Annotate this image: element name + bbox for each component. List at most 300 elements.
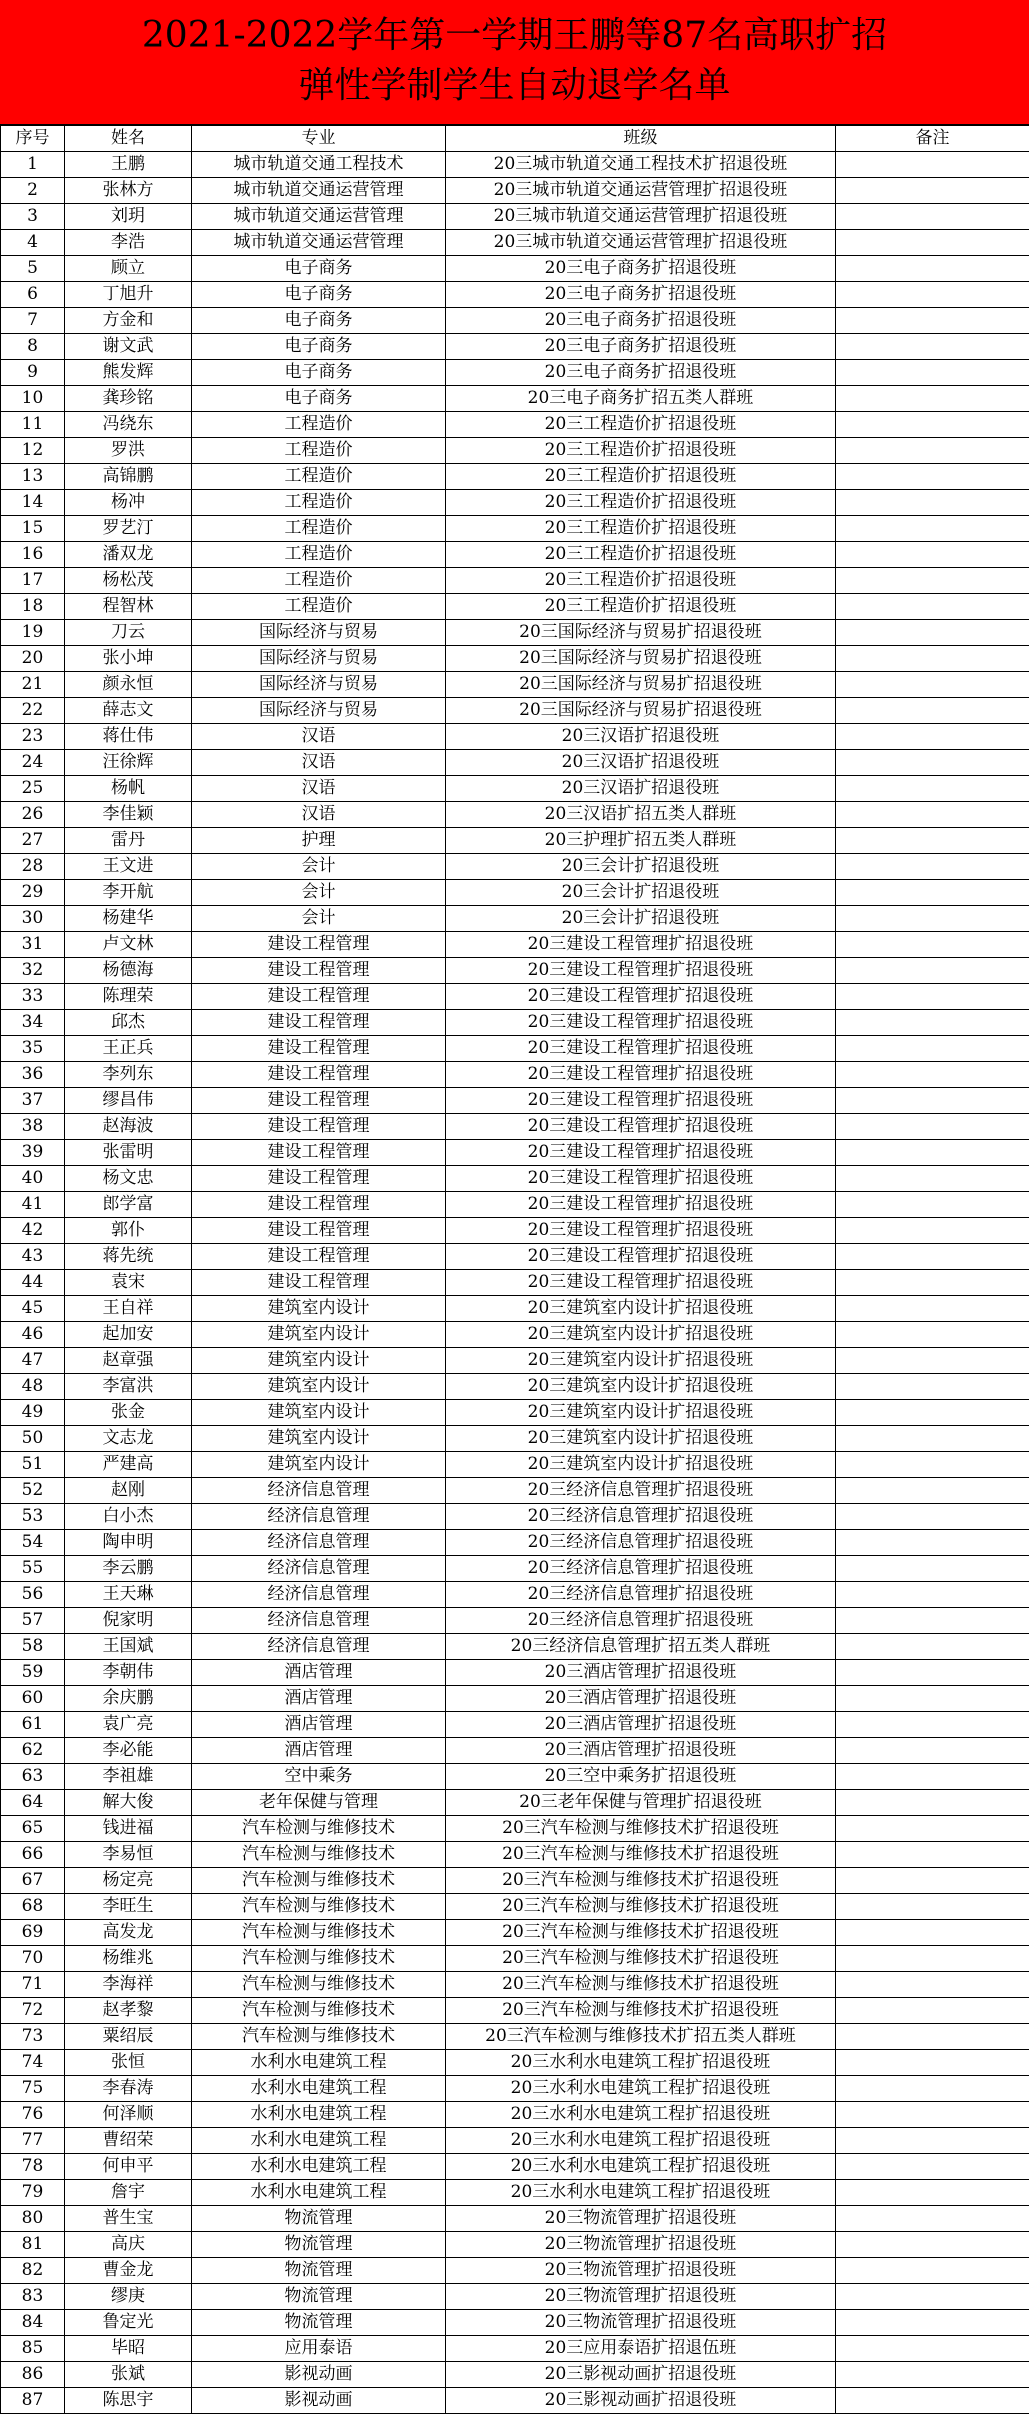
cell-index: 74	[1, 2050, 65, 2076]
table-row	[1, 1634, 1029, 1660]
cell-major: 电子商务	[192, 308, 446, 334]
cell-class: 20三经济信息管理扩招退役班	[446, 1478, 836, 1504]
cell-index: 20	[1, 646, 65, 672]
header-row	[1, 126, 1029, 152]
cell-index: 87	[1, 2388, 65, 2414]
cell-note	[836, 932, 1029, 958]
cell-note	[836, 724, 1029, 750]
cell-class: 20三经济信息管理扩招退役班	[446, 1582, 836, 1608]
cell-note	[836, 2362, 1029, 2388]
cell-class: 20三建设工程管理扩招退役班	[446, 1062, 836, 1088]
table-row	[1, 1738, 1029, 1764]
cell-major: 经济信息管理	[192, 1608, 446, 1634]
cell-index: 46	[1, 1322, 65, 1348]
table-row	[1, 1452, 1029, 1478]
cell-major: 汽车检测与维修技术	[192, 1894, 446, 1920]
cell-name: 王正兵	[65, 1036, 192, 1062]
cell-note	[836, 880, 1029, 906]
cell-name: 王天琳	[65, 1582, 192, 1608]
cell-name: 解大俊	[65, 1790, 192, 1816]
cell-class: 20三国际经济与贸易扩招退役班	[446, 620, 836, 646]
cell-name: 赵刚	[65, 1478, 192, 1504]
table-row	[1, 594, 1029, 620]
table-row	[1, 2102, 1029, 2128]
table-row	[1, 256, 1029, 282]
cell-major: 经济信息管理	[192, 1504, 446, 1530]
cell-index: 65	[1, 1816, 65, 1842]
cell-name: 李春涛	[65, 2076, 192, 2102]
cell-index: 50	[1, 1426, 65, 1452]
cell-major: 建筑室内设计	[192, 1374, 446, 1400]
cell-major: 电子商务	[192, 386, 446, 412]
cell-class: 20三汉语扩招退役班	[446, 724, 836, 750]
cell-index: 32	[1, 958, 65, 984]
cell-major: 经济信息管理	[192, 1478, 446, 1504]
table-row	[1, 1998, 1029, 2024]
cell-class: 20三建筑室内设计扩招退役班	[446, 1452, 836, 1478]
cell-major: 城市轨道交通工程技术	[192, 152, 446, 178]
cell-name: 严建高	[65, 1452, 192, 1478]
cell-note	[836, 1894, 1029, 1920]
cell-name: 普生宝	[65, 2206, 192, 2232]
cell-class: 20三水利水电建筑工程扩招退役班	[446, 2180, 836, 2206]
cell-name: 曹金龙	[65, 2258, 192, 2284]
table-row	[1, 1504, 1029, 1530]
cell-major: 工程造价	[192, 542, 446, 568]
cell-index: 72	[1, 1998, 65, 2024]
cell-note	[836, 2336, 1029, 2362]
cell-major: 会计	[192, 906, 446, 932]
cell-index: 81	[1, 2232, 65, 2258]
cell-name: 方金和	[65, 308, 192, 334]
cell-note	[836, 256, 1029, 282]
cell-note	[836, 1348, 1029, 1374]
cell-name: 丁旭升	[65, 282, 192, 308]
cell-note	[836, 1660, 1029, 1686]
cell-major: 应用泰语	[192, 2336, 446, 2362]
cell-note	[836, 2258, 1029, 2284]
table-row	[1, 1764, 1029, 1790]
cell-index: 5	[1, 256, 65, 282]
cell-class: 20三经济信息管理扩招退役班	[446, 1608, 836, 1634]
table-row	[1, 1348, 1029, 1374]
cell-name: 李浩	[65, 230, 192, 256]
cell-name: 罗艺汀	[65, 516, 192, 542]
cell-class: 20三建设工程管理扩招退役班	[446, 1010, 836, 1036]
cell-name: 李云鹏	[65, 1556, 192, 1582]
cell-name: 李海祥	[65, 1972, 192, 1998]
cell-major: 酒店管理	[192, 1738, 446, 1764]
table-row	[1, 698, 1029, 724]
cell-name: 张小坤	[65, 646, 192, 672]
table-row	[1, 1010, 1029, 1036]
cell-major: 建筑室内设计	[192, 1322, 446, 1348]
table-row	[1, 620, 1029, 646]
cell-class: 20三汉语扩招退役班	[446, 776, 836, 802]
cell-note	[836, 1088, 1029, 1114]
table-row	[1, 1426, 1029, 1452]
cell-name: 卢文林	[65, 932, 192, 958]
table-row	[1, 1530, 1029, 1556]
table-row	[1, 2154, 1029, 2180]
cell-major: 汽车检测与维修技术	[192, 1842, 446, 1868]
cell-class: 20三水利水电建筑工程扩招退役班	[446, 2050, 836, 2076]
cell-note	[836, 1322, 1029, 1348]
cell-index: 17	[1, 568, 65, 594]
cell-note	[836, 620, 1029, 646]
cell-index: 75	[1, 2076, 65, 2102]
cell-index: 33	[1, 984, 65, 1010]
cell-major: 电子商务	[192, 334, 446, 360]
table-row	[1, 2076, 1029, 2102]
cell-index: 2	[1, 178, 65, 204]
cell-note	[836, 1790, 1029, 1816]
cell-note	[836, 2050, 1029, 2076]
table-row	[1, 1322, 1029, 1348]
cell-name: 起加安	[65, 1322, 192, 1348]
cell-note	[836, 2388, 1029, 2414]
cell-class: 20三汉语扩招五类人群班	[446, 802, 836, 828]
table-row	[1, 828, 1029, 854]
cell-index: 7	[1, 308, 65, 334]
cell-name: 张斌	[65, 2362, 192, 2388]
cell-note	[836, 178, 1029, 204]
cell-note	[836, 1972, 1029, 1998]
cell-name: 杨冲	[65, 490, 192, 516]
cell-major: 酒店管理	[192, 1660, 446, 1686]
cell-note	[836, 1920, 1029, 1946]
cell-name: 杨文忠	[65, 1166, 192, 1192]
table-row	[1, 230, 1029, 256]
cell-index: 67	[1, 1868, 65, 1894]
cell-name: 陶申明	[65, 1530, 192, 1556]
cell-name: 李富洪	[65, 1374, 192, 1400]
cell-major: 建设工程管理	[192, 1244, 446, 1270]
cell-class: 20三工程造价扩招退役班	[446, 464, 836, 490]
cell-major: 经济信息管理	[192, 1634, 446, 1660]
cell-major: 城市轨道交通运营管理	[192, 178, 446, 204]
title-line-2: 弹性学制学生自动退学名单	[298, 65, 731, 106]
cell-name: 李佳颖	[65, 802, 192, 828]
cell-name: 杨建华	[65, 906, 192, 932]
cell-note	[836, 1400, 1029, 1426]
cell-note	[836, 334, 1029, 360]
cell-name: 李祖雄	[65, 1764, 192, 1790]
cell-note	[836, 2128, 1029, 2154]
cell-class: 20三国际经济与贸易扩招退役班	[446, 672, 836, 698]
table-row	[1, 1868, 1029, 1894]
cell-major: 影视动画	[192, 2388, 446, 2414]
table-row	[1, 1374, 1029, 1400]
cell-note	[836, 1140, 1029, 1166]
cell-class: 20三会计扩招退役班	[446, 854, 836, 880]
cell-index: 19	[1, 620, 65, 646]
cell-class: 20三汽车检测与维修技术扩招退役班	[446, 1946, 836, 1972]
cell-note	[836, 2024, 1029, 2050]
table-row	[1, 1296, 1029, 1322]
cell-index: 26	[1, 802, 65, 828]
table-row	[1, 2024, 1029, 2050]
cell-index: 54	[1, 1530, 65, 1556]
table-row	[1, 802, 1029, 828]
cell-index: 28	[1, 854, 65, 880]
cell-name: 赵孝黎	[65, 1998, 192, 2024]
table-row	[1, 2180, 1029, 2206]
cell-index: 11	[1, 412, 65, 438]
cell-major: 护理	[192, 828, 446, 854]
cell-class: 20三建设工程管理扩招退役班	[446, 1140, 836, 1166]
cell-index: 36	[1, 1062, 65, 1088]
cell-major: 汽车检测与维修技术	[192, 1972, 446, 1998]
cell-major: 建设工程管理	[192, 1062, 446, 1088]
table-row	[1, 542, 1029, 568]
cell-major: 建筑室内设计	[192, 1426, 446, 1452]
cell-name: 曹绍荣	[65, 2128, 192, 2154]
cell-class: 20三建设工程管理扩招退役班	[446, 1088, 836, 1114]
cell-class: 20三影视动画扩招退役班	[446, 2388, 836, 2414]
table-row	[1, 1088, 1029, 1114]
table-row	[1, 750, 1029, 776]
cell-class: 20三老年保健与管理扩招退役班	[446, 1790, 836, 1816]
cell-note	[836, 1244, 1029, 1270]
table-row	[1, 2336, 1029, 2362]
cell-note	[836, 1946, 1029, 1972]
table-row	[1, 1816, 1029, 1842]
table-row	[1, 672, 1029, 698]
cell-name: 何泽顺	[65, 2102, 192, 2128]
withdrawal-list-table	[0, 125, 1029, 2414]
table-row	[1, 1114, 1029, 1140]
table-row	[1, 1166, 1029, 1192]
cell-index: 85	[1, 2336, 65, 2362]
cell-major: 水利水电建筑工程	[192, 2154, 446, 2180]
cell-index: 27	[1, 828, 65, 854]
cell-major: 汽车检测与维修技术	[192, 1920, 446, 1946]
cell-major: 国际经济与贸易	[192, 698, 446, 724]
cell-class: 20三电子商务扩招退役班	[446, 256, 836, 282]
cell-class: 20三经济信息管理扩招退役班	[446, 1504, 836, 1530]
table-row	[1, 464, 1029, 490]
cell-note	[836, 984, 1029, 1010]
cell-index: 76	[1, 2102, 65, 2128]
table-row	[1, 1972, 1029, 1998]
cell-note	[836, 1010, 1029, 1036]
cell-index: 73	[1, 2024, 65, 2050]
cell-index: 38	[1, 1114, 65, 1140]
header-name: 姓名	[65, 126, 192, 152]
cell-class: 20三建设工程管理扩招退役班	[446, 984, 836, 1010]
cell-index: 10	[1, 386, 65, 412]
cell-major: 物流管理	[192, 2258, 446, 2284]
cell-note	[836, 1634, 1029, 1660]
cell-name: 粟绍辰	[65, 2024, 192, 2050]
table-row	[1, 2206, 1029, 2232]
cell-name: 蒋先统	[65, 1244, 192, 1270]
cell-index: 66	[1, 1842, 65, 1868]
cell-class: 20三电子商务扩招退役班	[446, 282, 836, 308]
cell-index: 80	[1, 2206, 65, 2232]
cell-index: 8	[1, 334, 65, 360]
cell-name: 李旺生	[65, 1894, 192, 1920]
cell-major: 建设工程管理	[192, 1192, 446, 1218]
table-row	[1, 516, 1029, 542]
cell-note	[836, 2284, 1029, 2310]
table-row	[1, 854, 1029, 880]
cell-name: 刘玥	[65, 204, 192, 230]
cell-note	[836, 1764, 1029, 1790]
cell-name: 谢文武	[65, 334, 192, 360]
cell-major: 汉语	[192, 776, 446, 802]
cell-class: 20三护理扩招五类人群班	[446, 828, 836, 854]
cell-class: 20三电子商务扩招退役班	[446, 360, 836, 386]
cell-class: 20三建设工程管理扩招退役班	[446, 1218, 836, 1244]
cell-index: 83	[1, 2284, 65, 2310]
table-row	[1, 1270, 1029, 1296]
cell-note	[836, 776, 1029, 802]
cell-class: 20三水利水电建筑工程扩招退役班	[446, 2154, 836, 2180]
cell-name: 鲁定光	[65, 2310, 192, 2336]
cell-index: 37	[1, 1088, 65, 1114]
cell-name: 缪昌伟	[65, 1088, 192, 1114]
cell-note	[836, 516, 1029, 542]
table-row	[1, 1192, 1029, 1218]
cell-major: 酒店管理	[192, 1712, 446, 1738]
table-row	[1, 1712, 1029, 1738]
cell-name: 李易恒	[65, 1842, 192, 1868]
table-row	[1, 152, 1029, 178]
cell-index: 78	[1, 2154, 65, 2180]
cell-index: 42	[1, 1218, 65, 1244]
cell-note	[836, 1556, 1029, 1582]
cell-major: 建设工程管理	[192, 1088, 446, 1114]
cell-name: 顾立	[65, 256, 192, 282]
cell-class: 20三空中乘务扩招退役班	[446, 1764, 836, 1790]
cell-name: 冯绕东	[65, 412, 192, 438]
cell-class: 20三城市轨道交通运营管理扩招退役班	[446, 178, 836, 204]
cell-class: 20三建设工程管理扩招退役班	[446, 1244, 836, 1270]
cell-class: 20三汽车检测与维修技术扩招退役班	[446, 1998, 836, 2024]
table-row	[1, 984, 1029, 1010]
cell-class: 20三电子商务扩招退役班	[446, 308, 836, 334]
cell-class: 20三经济信息管理扩招退役班	[446, 1530, 836, 1556]
cell-major: 建筑室内设计	[192, 1348, 446, 1374]
cell-major: 汉语	[192, 724, 446, 750]
cell-major: 酒店管理	[192, 1686, 446, 1712]
table-row	[1, 906, 1029, 932]
table-row	[1, 2128, 1029, 2154]
cell-major: 工程造价	[192, 594, 446, 620]
cell-major: 建设工程管理	[192, 1270, 446, 1296]
cell-class: 20三汉语扩招退役班	[446, 750, 836, 776]
cell-name: 杨松茂	[65, 568, 192, 594]
cell-major: 建设工程管理	[192, 1036, 446, 1062]
cell-name: 程智林	[65, 594, 192, 620]
cell-index: 16	[1, 542, 65, 568]
cell-class: 20三建设工程管理扩招退役班	[446, 1166, 836, 1192]
cell-name: 高发龙	[65, 1920, 192, 1946]
cell-note	[836, 828, 1029, 854]
cell-name: 薛志文	[65, 698, 192, 724]
cell-index: 64	[1, 1790, 65, 1816]
cell-index: 48	[1, 1374, 65, 1400]
cell-index: 18	[1, 594, 65, 620]
cell-index: 68	[1, 1894, 65, 1920]
cell-name: 钱进福	[65, 1816, 192, 1842]
cell-note	[836, 594, 1029, 620]
cell-class: 20三建筑室内设计扩招退役班	[446, 1296, 836, 1322]
cell-class: 20三电子商务扩招五类人群班	[446, 386, 836, 412]
cell-class: 20三水利水电建筑工程扩招退役班	[446, 2076, 836, 2102]
cell-note	[836, 1452, 1029, 1478]
table-row	[1, 1062, 1029, 1088]
table-row	[1, 932, 1029, 958]
cell-class: 20三汽车检测与维修技术扩招退役班	[446, 1972, 836, 1998]
cell-name: 张恒	[65, 2050, 192, 2076]
header-major: 专业	[192, 126, 446, 152]
cell-major: 经济信息管理	[192, 1556, 446, 1582]
table-row	[1, 1478, 1029, 1504]
cell-major: 建设工程管理	[192, 958, 446, 984]
table-row	[1, 360, 1029, 386]
cell-class: 20三电子商务扩招退役班	[446, 334, 836, 360]
cell-class: 20三汽车检测与维修技术扩招退役班	[446, 1868, 836, 1894]
cell-note	[836, 958, 1029, 984]
cell-name: 李朝伟	[65, 1660, 192, 1686]
cell-major: 空中乘务	[192, 1764, 446, 1790]
cell-name: 杨德海	[65, 958, 192, 984]
cell-index: 24	[1, 750, 65, 776]
table-row	[1, 1842, 1029, 1868]
cell-index: 61	[1, 1712, 65, 1738]
table-row	[1, 776, 1029, 802]
cell-index: 41	[1, 1192, 65, 1218]
cell-name: 王鹏	[65, 152, 192, 178]
table-row	[1, 1790, 1029, 1816]
cell-index: 57	[1, 1608, 65, 1634]
cell-index: 39	[1, 1140, 65, 1166]
table-row	[1, 1218, 1029, 1244]
cell-class: 20三建设工程管理扩招退役班	[446, 1192, 836, 1218]
cell-class: 20三工程造价扩招退役班	[446, 438, 836, 464]
cell-note	[836, 906, 1029, 932]
cell-note	[836, 646, 1029, 672]
header-class: 班级	[446, 126, 836, 152]
table-row	[1, 958, 1029, 984]
table-row	[1, 2232, 1029, 2258]
cell-name: 毕昭	[65, 2336, 192, 2362]
cell-index: 21	[1, 672, 65, 698]
table-row	[1, 1920, 1029, 1946]
cell-major: 城市轨道交通运营管理	[192, 230, 446, 256]
cell-name: 罗洪	[65, 438, 192, 464]
table-row	[1, 412, 1029, 438]
cell-major: 国际经济与贸易	[192, 672, 446, 698]
table-row	[1, 1660, 1029, 1686]
cell-index: 63	[1, 1764, 65, 1790]
cell-class: 20三酒店管理扩招退役班	[446, 1712, 836, 1738]
cell-class: 20三酒店管理扩招退役班	[446, 1686, 836, 1712]
cell-name: 王自祥	[65, 1296, 192, 1322]
cell-note	[836, 698, 1029, 724]
cell-name: 郎学富	[65, 1192, 192, 1218]
cell-class: 20三建筑室内设计扩招退役班	[446, 1348, 836, 1374]
table-row	[1, 880, 1029, 906]
cell-name: 白小杰	[65, 1504, 192, 1530]
cell-class: 20三建设工程管理扩招退役班	[446, 1270, 836, 1296]
table-row	[1, 1556, 1029, 1582]
cell-index: 4	[1, 230, 65, 256]
table-row	[1, 1686, 1029, 1712]
